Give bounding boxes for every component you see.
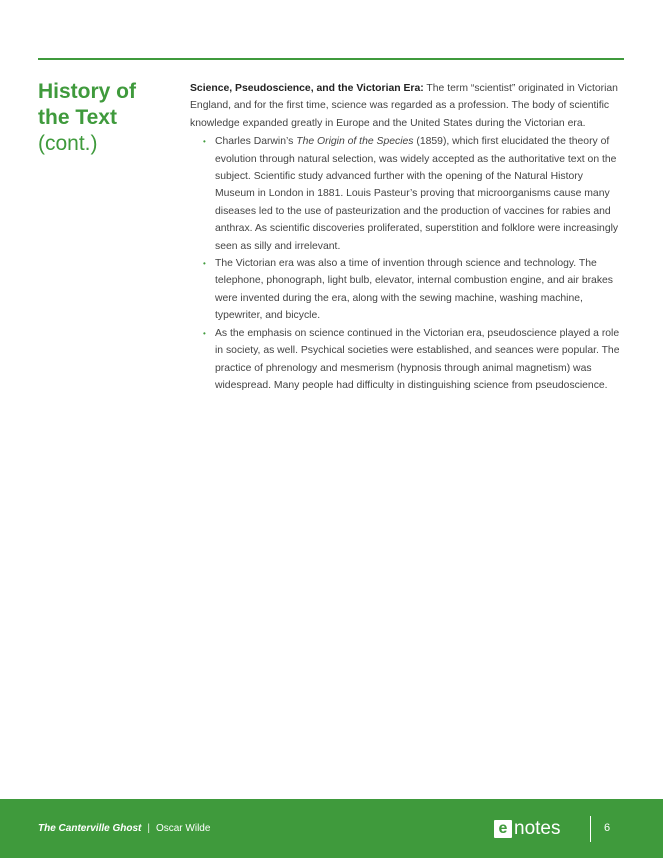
footer-author: Oscar Wilde xyxy=(155,823,211,834)
bullet-text: The Victorian era was also a time of invention through science and technology. The telephone, phonograph, light bulb, elevator, internal combustion engine, and air brakes were invented during the era, along with the sewing machine, washing machine, typewriter, and bicycle. xyxy=(215,258,614,322)
enotes-logo-text: notes xyxy=(514,818,561,839)
page-number: 6 xyxy=(604,822,611,834)
enotes-logo-icon: e xyxy=(494,820,512,838)
bullet-item-darwin xyxy=(203,133,624,255)
footer-book-title: The Canterville Ghost xyxy=(38,823,142,834)
top-divider xyxy=(38,58,624,60)
bullet-item-pseudoscience xyxy=(203,325,624,395)
bullet-icon: • xyxy=(203,259,206,269)
footer-book-info xyxy=(38,823,210,834)
body-content xyxy=(190,80,624,394)
bullet-text-after: (1859), which first elucidated the theory of evolution through natural selection, was widely accepted as the authoritative text on the subject. Scientific study advanced further with the opening of the Natural History Museum in London in 1881. Louis Pasteur’s proving that microorganisms cause many diseases led to the use of pasteurization and the production of vaccines for rabies and anthrax. As scientific discoveries proliferated, superstition and folklore were increasingly seen as silly and irrelevant. xyxy=(215,136,619,252)
section-heading xyxy=(38,79,178,157)
intro-lead: Science, Pseudoscience, and the Victorian Era: xyxy=(190,83,424,94)
bullet-icon: • xyxy=(203,328,206,338)
bullet-icon: • xyxy=(203,137,206,147)
heading-line-3: (cont.) xyxy=(38,132,98,155)
bullet-list xyxy=(190,133,624,394)
bullet-item-invention xyxy=(203,255,624,325)
intro-paragraph xyxy=(190,80,624,132)
footer-separator: | xyxy=(147,823,150,834)
bullet-text-before: Charles Darwin’s xyxy=(215,136,297,148)
page-footer xyxy=(0,799,663,858)
intro-text: The term “scientist” originated in Victorian England, and for the first time, science was regarded as a profession. The body of scientific knowledge expanded greatly in Europe and the United States during the Victorian era. xyxy=(190,83,618,129)
book-title-italic: The Origin of the Species xyxy=(296,136,414,148)
enotes-logo[interactable] xyxy=(494,819,560,839)
heading-line-1: History of xyxy=(38,80,137,103)
heading-line-2: the Text xyxy=(38,106,117,129)
bullet-text: As the emphasis on science continued in the Victorian era, pseudoscience played a role in society, as well. Psychical societies were established, and seances were popular. The practice of phrenology and mesmerism (hypnosis through animal magnetism) was widespread. Many people had difficulty in distinguishing science from pseudoscience. xyxy=(215,327,620,391)
footer-vertical-divider xyxy=(590,816,591,842)
